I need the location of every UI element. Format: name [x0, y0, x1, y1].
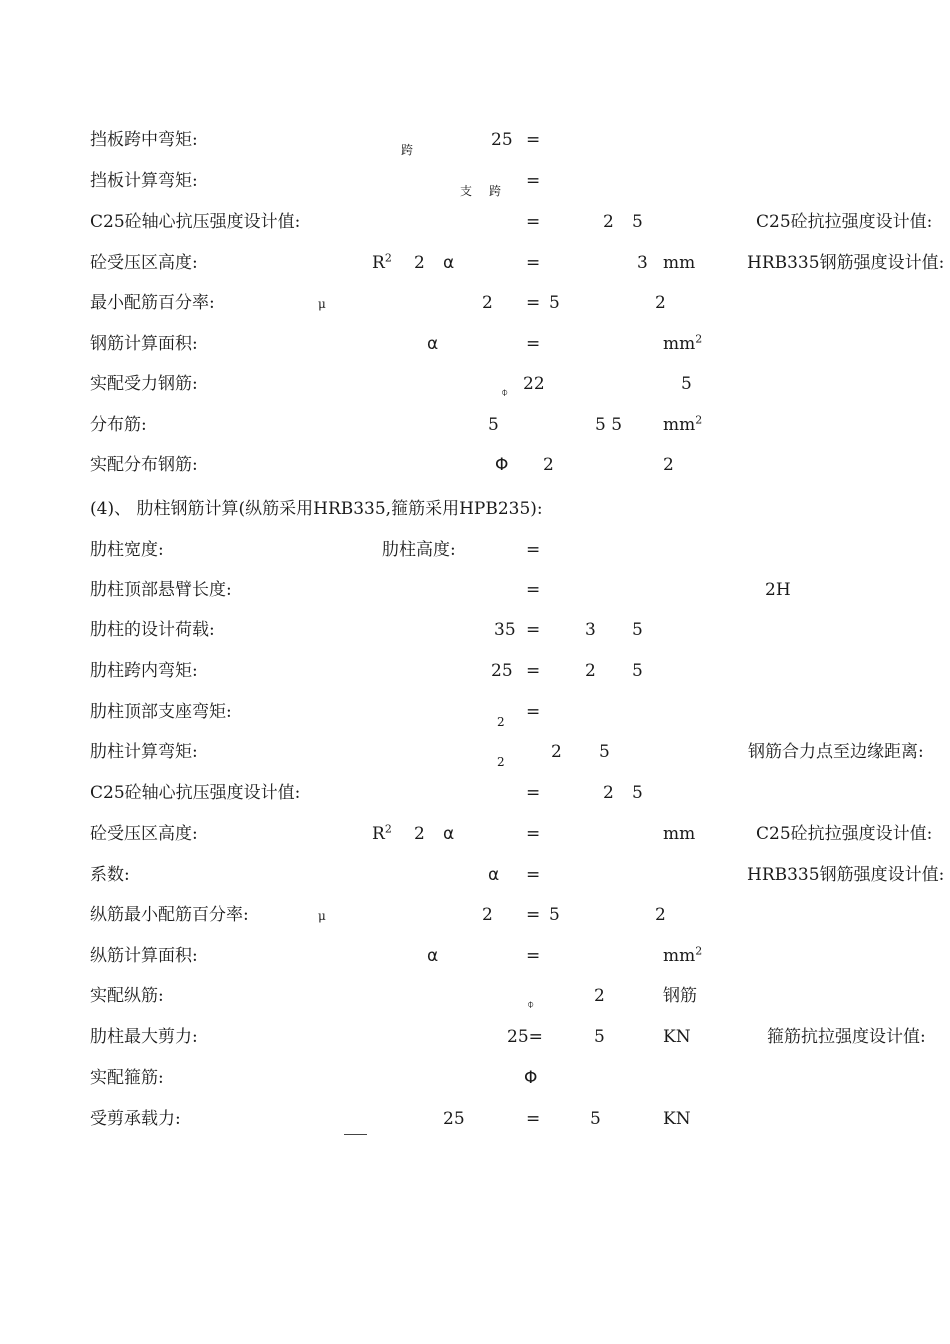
formula-token	[551, 742, 562, 762]
token-value: α	[488, 865, 500, 885]
formula-token	[603, 212, 614, 232]
calc-row	[0, 742, 950, 776]
formula-token	[663, 455, 674, 475]
token-value: R	[372, 253, 385, 273]
formula-token	[767, 1027, 926, 1047]
formula-token	[526, 580, 540, 600]
formula-token	[632, 783, 643, 803]
token-value: =	[526, 212, 541, 232]
calc-row	[0, 702, 950, 736]
formula-token	[372, 253, 392, 273]
calc-row	[0, 540, 950, 574]
formula-token	[526, 334, 540, 354]
token-value: =	[526, 580, 541, 600]
calc-row	[0, 824, 950, 858]
formula-token	[655, 905, 666, 925]
calc-row	[0, 253, 950, 287]
formula-token	[526, 171, 540, 191]
formula-token	[595, 415, 622, 435]
formula-token	[765, 580, 791, 600]
formula-token	[590, 1109, 601, 1129]
formula-token	[663, 946, 702, 966]
token-value: =	[526, 661, 541, 681]
row-label: 肋柱顶部支座弯矩:	[90, 702, 232, 722]
token-value: =	[526, 702, 541, 722]
calc-row	[0, 905, 950, 939]
token-value: KN	[663, 1109, 691, 1129]
token-value: μ	[318, 909, 326, 923]
formula-token	[663, 334, 702, 354]
token-value: 5	[549, 905, 560, 925]
superscript: 2	[695, 413, 703, 427]
formula-token	[526, 620, 540, 640]
token-value: Φ	[495, 455, 509, 475]
token-value: =	[526, 171, 541, 191]
token-value: 2	[414, 253, 425, 273]
calc-row	[0, 171, 950, 205]
row-label: 最小配筋百分率:	[90, 293, 215, 313]
superscript: 2	[695, 944, 703, 958]
formula-token	[489, 181, 501, 201]
formula-token	[603, 783, 614, 803]
token-value: 5	[632, 661, 643, 681]
formula-token	[414, 253, 425, 273]
calc-row	[0, 1027, 950, 1061]
formula-token	[663, 1027, 691, 1047]
formula-token	[748, 742, 924, 762]
token-value: =	[526, 865, 541, 885]
formula-token	[526, 702, 540, 722]
fraction-rule	[344, 1134, 367, 1135]
calc-row	[0, 499, 950, 533]
calc-row	[0, 334, 950, 368]
token-value: α	[443, 253, 455, 273]
token-value: C25砼抗拉强度设计值:	[756, 212, 933, 232]
formula-token	[594, 1027, 605, 1047]
calc-row	[0, 783, 950, 817]
formula-token	[632, 212, 643, 232]
formula-token	[549, 293, 560, 313]
formula-token	[501, 382, 508, 402]
calc-row	[0, 580, 950, 614]
row-label: 肋柱计算弯矩:	[90, 742, 198, 762]
formula-token	[526, 905, 540, 925]
token-value: α	[427, 334, 439, 354]
token-value: 2	[482, 905, 493, 925]
token-value: mm	[663, 334, 696, 354]
token-value: 2	[663, 455, 674, 475]
formula-token	[549, 905, 560, 925]
formula-token	[756, 824, 932, 844]
formula-token	[523, 374, 545, 394]
row-label: 砼受压区高度:	[90, 824, 198, 844]
formula-token	[747, 253, 944, 273]
formula-token	[318, 294, 326, 314]
calc-row	[0, 946, 950, 980]
token-value: =	[526, 946, 541, 966]
token-value: C25砼抗拉强度设计值:	[756, 824, 933, 844]
token-value: =	[526, 824, 541, 844]
formula-token	[507, 1027, 543, 1047]
row-label: 肋柱宽度:	[90, 540, 164, 560]
token-value: 5	[632, 212, 643, 232]
formula-token	[382, 540, 456, 560]
row-label: 实配分布钢筋:	[90, 455, 198, 475]
row-label: 钢筋计算面积:	[90, 334, 198, 354]
token-value: =	[526, 334, 541, 354]
formula-token	[318, 906, 326, 926]
token-value: mm	[663, 253, 696, 273]
token-value: 25	[491, 661, 513, 681]
formula-token	[427, 334, 438, 354]
token-value: HRB335钢筋强度设计值:	[747, 865, 945, 885]
token-value: =	[526, 1109, 541, 1129]
superscript: 2	[695, 332, 703, 346]
token-value: 5	[549, 293, 560, 313]
calc-row	[0, 455, 950, 489]
token-value: Φ	[524, 1068, 538, 1088]
calc-row	[0, 661, 950, 695]
formula-token	[663, 415, 702, 435]
superscript: 2	[384, 251, 392, 265]
calc-row	[0, 415, 950, 449]
formula-token	[460, 181, 472, 201]
token-value: α	[427, 946, 439, 966]
token-value: 5	[681, 374, 692, 394]
token-value: KN	[663, 1027, 691, 1047]
token-value: =	[526, 130, 541, 150]
token-value: 2	[585, 661, 596, 681]
token-value: =	[526, 620, 541, 640]
calc-row	[0, 293, 950, 327]
row-label: 实配箍筋:	[90, 1068, 164, 1088]
token-value: 5	[594, 1027, 605, 1047]
row-label: 肋柱的设计荷载:	[90, 620, 215, 640]
token-value: 25=	[507, 1027, 543, 1047]
formula-token	[443, 1109, 465, 1129]
formula-token	[427, 946, 438, 966]
token-value: 钢筋	[663, 986, 697, 1006]
token-value: ⌽	[501, 385, 509, 399]
row-label: 肋柱最大剪力:	[90, 1027, 198, 1047]
formula-token	[663, 824, 695, 844]
token-value: 2	[655, 905, 666, 925]
formula-token	[526, 661, 540, 681]
token-value: 2	[482, 293, 493, 313]
row-label: 实配受力钢筋:	[90, 374, 198, 394]
token-value: 25	[443, 1109, 465, 1129]
token-value: 支	[460, 184, 473, 198]
token-value: =	[526, 783, 541, 803]
token-value: mm	[663, 946, 696, 966]
formula-token	[663, 1109, 691, 1129]
formula-token	[585, 620, 596, 640]
row-label: 纵筋最小配筋百分率:	[90, 905, 249, 925]
formula-token	[491, 661, 513, 681]
token-value: =	[526, 293, 541, 313]
token-value: 跨	[489, 184, 502, 198]
token-value: 35	[494, 620, 516, 640]
formula-token	[488, 415, 499, 435]
formula-token	[414, 824, 425, 844]
formula-token	[637, 253, 648, 273]
formula-token	[482, 905, 493, 925]
formula-token	[443, 824, 454, 844]
formula-token	[632, 661, 643, 681]
token-value: 5	[632, 620, 643, 640]
formula-token	[497, 712, 505, 732]
token-value: R	[372, 824, 385, 844]
formula-token	[526, 1109, 540, 1129]
token-value: mm	[663, 824, 696, 844]
formula-token	[524, 1068, 537, 1088]
formula-token	[585, 661, 596, 681]
token-value: 25	[491, 130, 513, 150]
calc-row	[0, 212, 950, 246]
token-value: 5	[590, 1109, 601, 1129]
formula-token	[681, 374, 692, 394]
token-value: 2H	[765, 580, 791, 600]
token-value: α	[443, 824, 455, 844]
row-label: 纵筋计算面积:	[90, 946, 198, 966]
token-value: 2	[551, 742, 562, 762]
formula-token	[655, 293, 666, 313]
formula-token	[526, 824, 540, 844]
formula-token	[495, 455, 508, 475]
token-value: 2	[655, 293, 666, 313]
token-value: 5	[488, 415, 499, 435]
token-value: 22	[523, 374, 545, 394]
token-value: mm	[663, 415, 696, 435]
token-value: 钢筋合力点至边缘距离:	[748, 742, 924, 762]
token-value: 2	[414, 824, 425, 844]
calc-row	[0, 374, 950, 408]
row-label: 肋柱顶部悬臂长度:	[90, 580, 232, 600]
row-label: 分布筋:	[90, 415, 147, 435]
formula-token	[594, 986, 605, 1006]
formula-token	[527, 994, 534, 1014]
formula-token	[401, 140, 413, 160]
row-label: (4)、 肋柱钢筋计算(纵筋采用HRB335,箍筋采用HPB235):	[90, 499, 543, 519]
formula-token	[526, 253, 540, 273]
superscript: 2	[384, 822, 392, 836]
row-label: 受剪承载力:	[90, 1109, 181, 1129]
token-value: HRB335钢筋强度设计值:	[747, 253, 945, 273]
token-value: 跨	[401, 143, 414, 157]
formula-token	[632, 620, 643, 640]
row-label: C25砼轴心抗压强度设计值:	[90, 212, 301, 232]
formula-token	[526, 212, 540, 232]
token-value: 3	[585, 620, 596, 640]
calc-row	[0, 1068, 950, 1102]
formula-token	[526, 783, 540, 803]
token-value: 2	[594, 986, 605, 1006]
row-label: 挡板计算弯矩:	[90, 171, 198, 191]
formula-token	[663, 986, 697, 1006]
token-value: 5 5	[595, 415, 623, 435]
formula-token	[663, 253, 695, 273]
formula-token	[494, 620, 516, 640]
calc-row	[0, 620, 950, 654]
calc-row	[0, 130, 950, 164]
row-label: C25砼轴心抗压强度设计值:	[90, 783, 301, 803]
row-label: 挡板跨中弯矩:	[90, 130, 198, 150]
token-value: =	[526, 253, 541, 273]
formula-token	[747, 865, 944, 885]
formula-token	[526, 946, 540, 966]
row-label: 砼受压区高度:	[90, 253, 198, 273]
formula-token	[491, 130, 513, 150]
formula-token	[526, 293, 540, 313]
formula-token	[756, 212, 932, 232]
token-value: =	[526, 905, 541, 925]
token-value: 2	[603, 783, 614, 803]
token-value: μ	[318, 297, 326, 311]
formula-token	[372, 824, 392, 844]
token-value: 2	[603, 212, 614, 232]
token-value: ⌽	[527, 997, 535, 1011]
row-label: 实配纵筋:	[90, 986, 164, 1006]
formula-token	[482, 293, 493, 313]
calc-row	[0, 1109, 950, 1143]
formula-token	[443, 253, 454, 273]
formula-token	[543, 455, 554, 475]
formula-token	[488, 865, 499, 885]
row-label: 系数:	[90, 865, 130, 885]
token-value: =	[526, 540, 541, 560]
token-value: 2	[497, 755, 505, 769]
calc-row	[0, 865, 950, 899]
token-value: 肋柱高度:	[382, 540, 456, 560]
formula-token	[599, 742, 610, 762]
token-value: 5	[632, 783, 643, 803]
row-label: 肋柱跨内弯矩:	[90, 661, 198, 681]
formula-token	[526, 865, 540, 885]
formula-token	[526, 130, 540, 150]
calc-row	[0, 986, 950, 1020]
token-value: 3	[637, 253, 648, 273]
formula-token	[497, 752, 505, 772]
formula-token	[526, 540, 540, 560]
token-value: 2	[543, 455, 554, 475]
token-value: 5	[599, 742, 610, 762]
token-value: 箍筋抗拉强度设计值:	[767, 1027, 926, 1047]
token-value: 2	[497, 715, 505, 729]
